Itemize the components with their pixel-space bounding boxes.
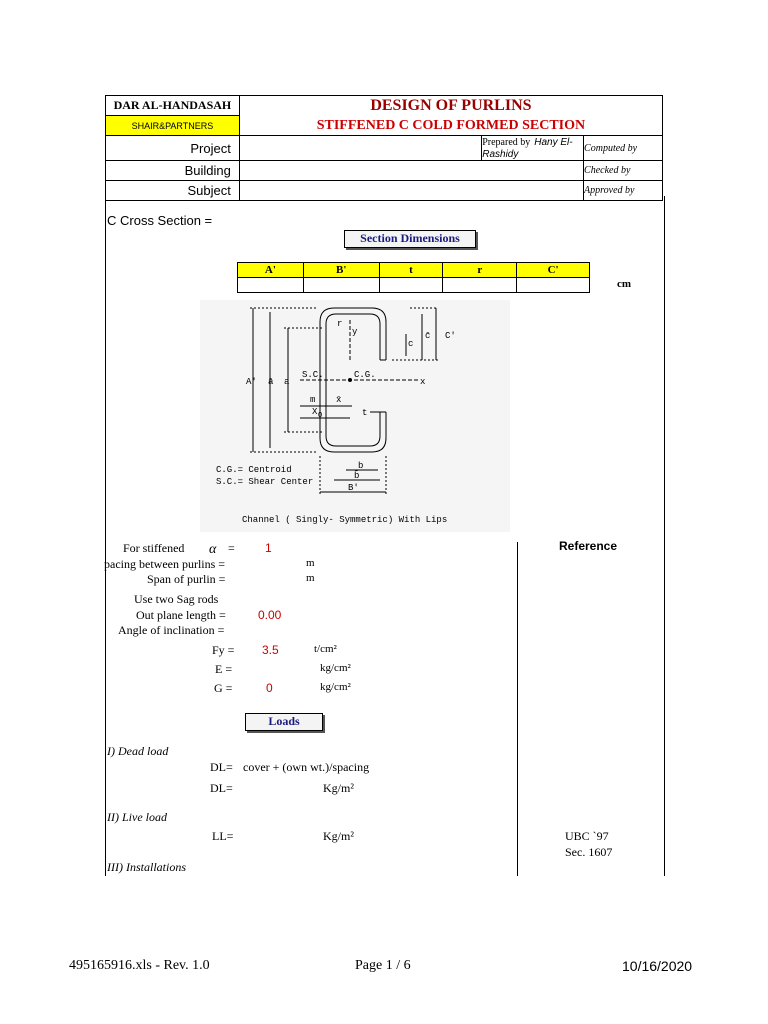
ll-label: LL= [212,829,234,843]
dim-unit: cm [617,278,632,290]
subject-label: Subject [106,181,240,201]
computed-by-label: Computed by [584,136,663,161]
footer-file: 495165916.xls - Rev. 1.0 [69,958,210,973]
fig-label-y: y [352,327,358,337]
reference-divider [517,542,518,876]
dim-header-a: A' [238,263,304,278]
dim-header-t: t [379,263,443,278]
fig-label-bprime: B' [348,483,359,493]
out-plane-label: Out plane length = [136,608,226,622]
live-load-title: II) Live load [107,810,167,824]
dead-load-title: I) Dead load [107,744,169,758]
span-label: Span of purlin = [147,572,226,586]
e-label: E = [215,662,233,676]
alpha-symbol: α [209,542,217,557]
loads-button[interactable]: Loads [245,713,323,731]
angle-label: Angle of inclination = [118,623,225,637]
dim-value-c[interactable] [517,278,590,293]
fig-label-xo-sub: O [318,412,323,420]
alpha-eq: = [228,541,235,555]
section-dimensions-button[interactable]: Section Dimensions [344,230,476,248]
fig-label-c: c [408,339,414,349]
title-cell [239,96,662,136]
out-plane-value[interactable]: 0.00 [258,608,282,622]
dim-value-b[interactable] [303,278,379,293]
g-label: G = [214,681,233,695]
prepared-by-value: Hany El-Rashidy [482,137,573,160]
e-unit: kg/cm² [320,662,351,674]
building-field[interactable] [239,161,583,181]
dim-header-b: B' [303,263,379,278]
page-title: DESIGN OF PURLINS [370,96,532,114]
ubc-reference: UBC `97 [565,829,609,843]
dim-value-a[interactable] [238,278,304,293]
building-label: Building [106,161,240,181]
sheet-frame [105,196,665,876]
partners-badge: SHAIR&PARTNERS [106,116,240,136]
dimensions-table [237,262,590,293]
checked-by-label: Checked by [584,161,663,181]
dl1-label: DL= [210,760,233,774]
cross-section-label: C Cross Section = [107,213,213,228]
project-label: Project [106,136,240,161]
fig-label-t: t [362,408,368,418]
footer-page: Page 1 / 6 [355,958,411,973]
project-field[interactable] [239,136,481,161]
fig-label-a: a [284,377,290,387]
ll-unit: Kg/m² [323,829,354,843]
dl2-label: DL= [210,781,233,795]
fig-label-xo: X [312,407,318,417]
header-table [105,95,663,201]
prepared-by-cell [482,136,584,161]
fig-legend-cg: C.G.= Centroid [216,465,292,475]
fig-label-r: r [337,319,343,329]
fig-label-abar: ā [268,377,274,387]
spacing-unit: m [306,557,315,569]
fig-label-xbar: x̄ [336,395,342,405]
installations-title: III) Installations [107,860,186,874]
dim-header-c: C' [517,263,590,278]
fig-legend-sc: S.C.= Shear Center [216,477,314,487]
fy-value[interactable]: 3.5 [262,643,279,657]
alpha-value[interactable]: 1 [265,541,272,555]
fig-label-bbar: b̄ [354,471,360,481]
footer-date: 10/16/2020 [622,958,693,974]
sec-reference: Sec. 1607 [565,845,613,859]
dim-header-r: r [443,263,517,278]
page-subtitle: STIFFENED C COLD FORMED SECTION [316,117,586,133]
g-value[interactable]: 0 [266,681,273,695]
approved-by-label: Approved by [584,181,663,201]
reference-heading: Reference [559,539,618,553]
dl1-formula: cover + (own wt.)/spacing [243,760,370,774]
fig-label-cprime: C' [445,331,456,341]
fy-label: Fy = [212,643,235,657]
stiffened-label: For stiffened [123,541,185,555]
spacing-label: pacing between purlins = [104,557,226,571]
company-name: DAR AL-HANDASAH [106,96,240,116]
fig-label-m: m [310,395,316,405]
dim-value-t[interactable] [379,278,443,293]
fig-label-sc: S.C. [302,370,324,380]
fig-label-cg: C.G. [354,370,376,380]
fig-label-b: b [358,461,364,471]
c-section-drawing [200,300,510,532]
g-unit: kg/cm² [320,681,351,693]
sag-rods-label: Use two Sag rods [134,592,219,606]
dim-value-r[interactable] [443,278,517,293]
fig-label-cbar: c̄ [425,331,431,341]
dl2-unit: Kg/m² [323,781,354,795]
span-unit: m [306,572,315,584]
fig-label-x: x [420,377,426,387]
fig-label-aprime: A' [246,377,257,387]
prepared-by-label: Prepared by [482,137,531,148]
fy-unit: t/cm² [314,643,337,655]
fig-caption: Channel ( Singly- Symmetric) With Lips [242,515,448,525]
